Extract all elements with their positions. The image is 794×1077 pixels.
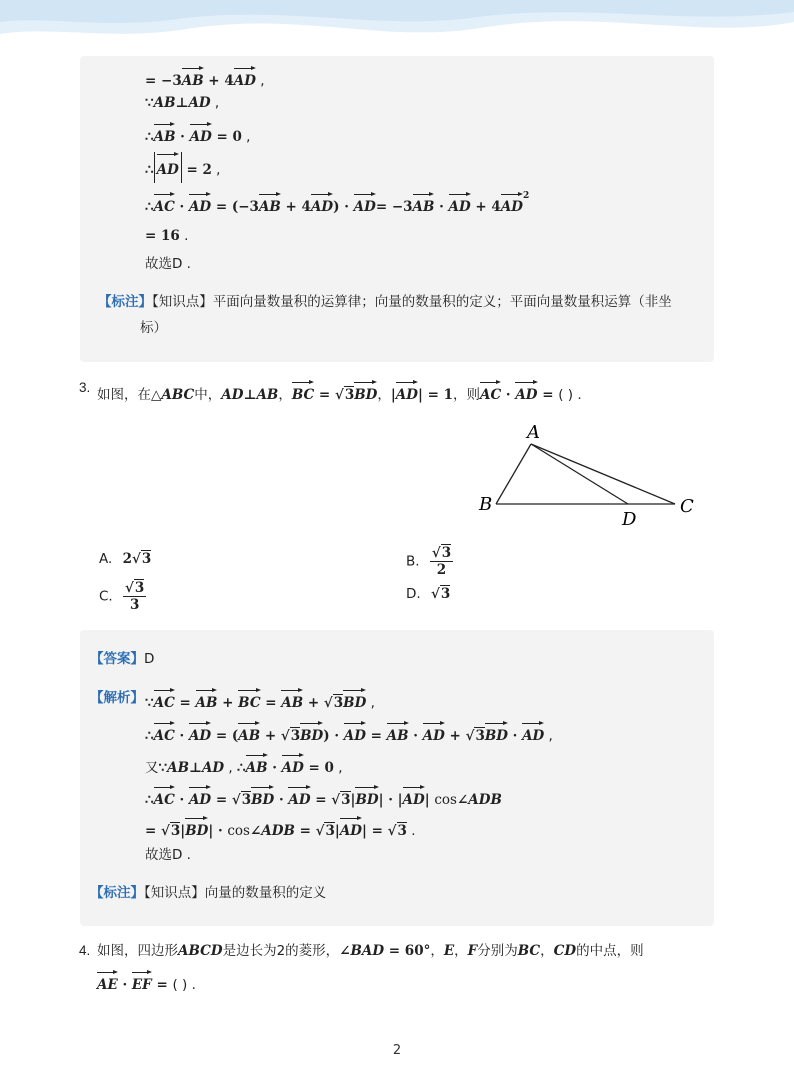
ans3-conclusion: 故选D .	[145, 847, 191, 863]
q3-stem: 如图，在△ABC中，AD⊥AB，BC = √3BD，|AD| = 1，则AC · AD = ( ) .	[97, 380, 582, 405]
q4-stem-line-2: AE · EF = ( ) .	[97, 970, 196, 995]
option-c: C. $\frac{√3}{3}$	[99, 580, 145, 613]
label-d: D	[622, 509, 637, 530]
note-text: 【知识点】平面向量数量积的运算律；向量的数量积的定义；平面向量数量积运算（非坐	[152, 294, 672, 310]
analysis-tag: 【解析】	[90, 690, 144, 706]
ans3-note-tag: 【标注】	[90, 885, 144, 901]
label-a: A	[527, 422, 540, 443]
label-b: B	[479, 494, 493, 515]
sol2-conclusion: 故选D .	[145, 256, 191, 272]
answer-row	[90, 649, 154, 669]
ans3-line-4: ∴AC · AD = √3BD · AD = √3|BD| · |AD| cos∠ADB	[145, 785, 502, 810]
label-c: C	[680, 496, 694, 517]
q3-number: 3.	[79, 380, 91, 395]
option-a-letter: A.	[99, 551, 113, 567]
sol2-line-4: ∴ AD = 2 ,	[145, 152, 220, 183]
ans3-line-2: ∴AC · AD = (AB + √3BD) · AD = AB · AD + √3BD · AD ,	[145, 721, 553, 746]
q4-stem-line-1: 如图，四边形ABCD是边长为2的菱形，∠BAD = 60°，E，F分别为BC，CD的中点，则	[97, 943, 644, 959]
option-c-letter: C.	[99, 588, 113, 605]
header-wave-decoration	[0, 0, 794, 60]
sol2-line-5: ∴AC · AD = (−3AB + 4AD) · AD= −3AB · AD + $4AD^2$	[145, 190, 530, 215]
sol2-note-cont: 标）	[140, 320, 167, 336]
ans3-line-5: = √3|BD| · cos∠ADB = √3|AD| = √3 .	[145, 816, 416, 841]
ans3-note-text: 【知识点】向量的数量积的定义	[144, 885, 327, 901]
solution-panel-q2	[80, 56, 714, 362]
sol2-line-3: ∴AB · AD = 0 ,	[145, 122, 250, 147]
sol2-line-6: = 16 .	[145, 228, 189, 244]
answer-value: D	[144, 651, 155, 667]
option-d: D. √3	[406, 586, 451, 602]
option-b-letter: B.	[406, 553, 420, 570]
option-a: A. 2√3	[99, 551, 152, 567]
ans3-line-3: 又∵AB⊥AD , ∴AB · AD = 0 ,	[145, 753, 343, 778]
sol2-line-2: ∵AB⊥AD ,	[145, 95, 220, 111]
option-b: B. $\frac{√3}{2}$	[406, 545, 452, 578]
sol2-line-1: = −3AB + 4AD ,	[145, 66, 265, 91]
answer-tag: 【答案】	[90, 651, 144, 667]
triangle-figure	[470, 418, 700, 530]
ans3-note	[90, 883, 326, 903]
option-d-letter: D.	[406, 586, 421, 602]
page-number: 2	[392, 1043, 402, 1058]
sol2-note	[98, 292, 672, 312]
answer-panel-q3	[80, 630, 714, 926]
q4-number: 4.	[79, 943, 91, 958]
ans3-line-1: ∵AC = AB + BC = AB + √3BD ,	[145, 688, 375, 713]
note-tag: 【标注】	[98, 294, 152, 310]
